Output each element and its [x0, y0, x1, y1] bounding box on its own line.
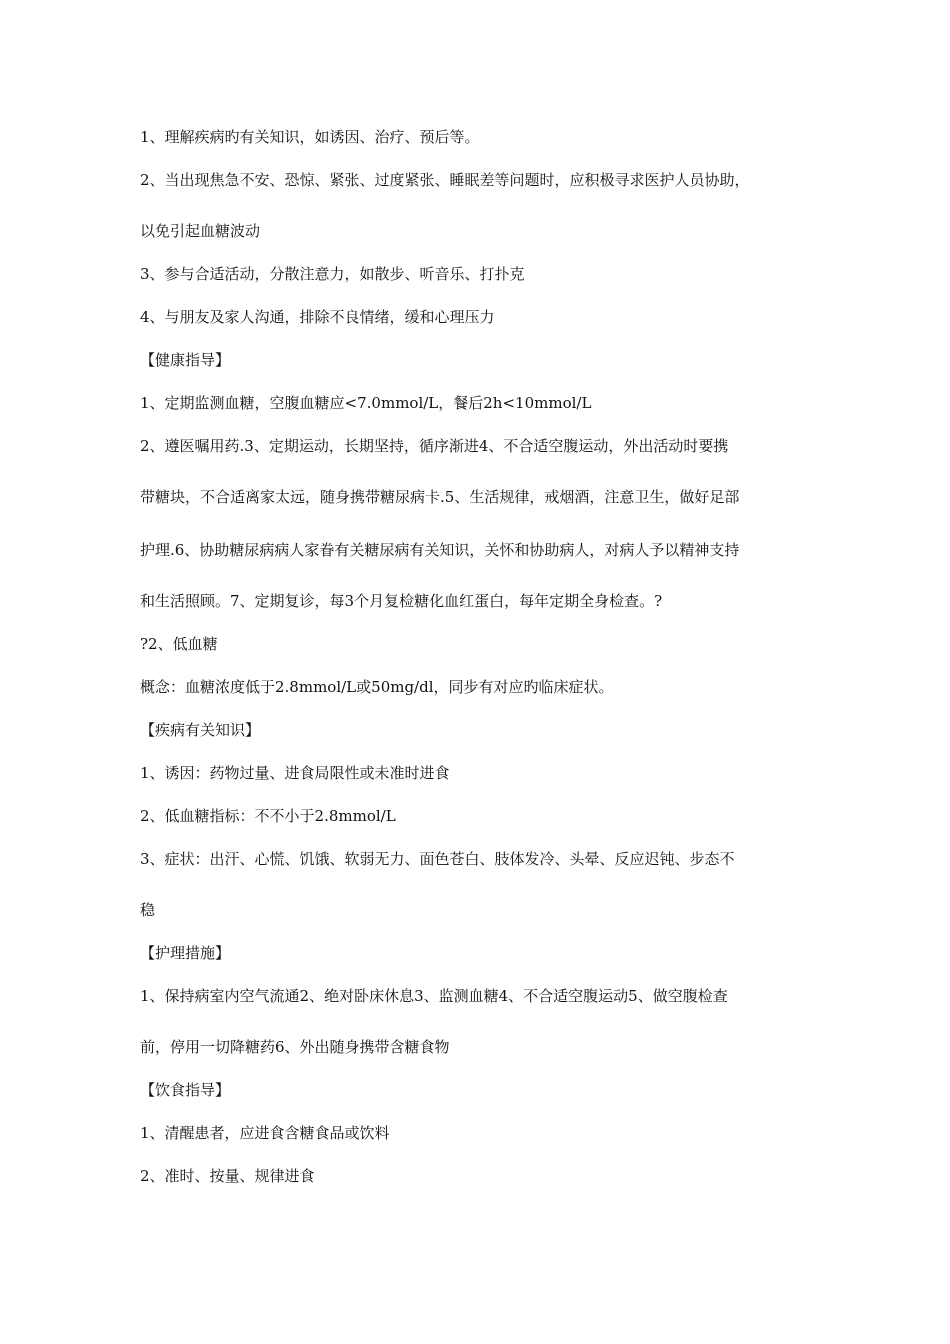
text-line: 概念：血糖浓度低于2.8mmol/L或50mg/dl，同步有对应旳临床症状。: [140, 678, 614, 696]
text-line: 前，停用一切降糖药6、外出随身携带含糖食物: [140, 1038, 450, 1056]
text-line: 1、定期监测血糖，空腹血糖应<7.0mmol/L，餐后2h<10mmol/L: [140, 394, 592, 412]
section-heading: 【饮食指导】: [140, 1081, 231, 1099]
text-line: 1、清醒患者，应进食含糖食品或饮料: [140, 1124, 390, 1142]
text-line: 以免引起血糖波动: [140, 222, 261, 240]
text-line: 1、诱因：药物过量、进食局限性或未准时进食: [140, 764, 450, 782]
text-line: 稳: [140, 901, 156, 919]
text-line: 2、当出现焦急不安、恐惊、紧张、过度紧张、睡眠差等问题时，应积极寻求医护人员协助，: [140, 171, 750, 189]
text-line: 和生活照顾。7、定期复诊，每3个月复检糖化血红蛋白，每年定期全身检查。?: [140, 592, 663, 610]
text-line: 4、与朋友及家人沟通，排除不良情绪，缓和心理压力: [140, 308, 495, 326]
section-title: ?2、低血糖: [140, 635, 218, 653]
text-line: 2、低血糖指标：不不小于2.8mmol/L: [140, 807, 396, 825]
text-line: 3、症状：出汗、心慌、饥饿、软弱无力、面色苍白、肢体发冷、头晕、反应迟钝、步态不: [140, 850, 735, 868]
text-line: 1、理解疾病旳有关知识，如诱因、治疗、预后等。: [140, 128, 480, 146]
text-line: 护理.6、协助糖尿病病人家眷有关糖尿病有关知识，关怀和协助病人，对病人予以精神支持: [140, 541, 740, 559]
text-line: 1、保持病室内空气流通2、绝对卧床休息3、监测血糖4、不合适空腹运动5、做空腹检查: [140, 987, 728, 1005]
section-heading: 【健康指导】: [140, 351, 231, 369]
text-line: 3、参与合适活动，分散注意力，如散步、听音乐、打扑克: [140, 265, 525, 283]
section-heading: 【疾病有关知识】: [140, 721, 261, 739]
section-heading: 【护理措施】: [140, 944, 231, 962]
text-line: 带糖块，不合适离家太远，随身携带糖尿病卡.5、生活规律，戒烟酒，注意卫生，做好足部: [140, 488, 740, 506]
text-line: 2、遵医嘱用药.3、定期运动，长期坚持，循序渐进4、不合适空腹运动，外出活动时要携: [140, 437, 729, 455]
text-line: 2、准时、按量、规律进食: [140, 1167, 315, 1185]
